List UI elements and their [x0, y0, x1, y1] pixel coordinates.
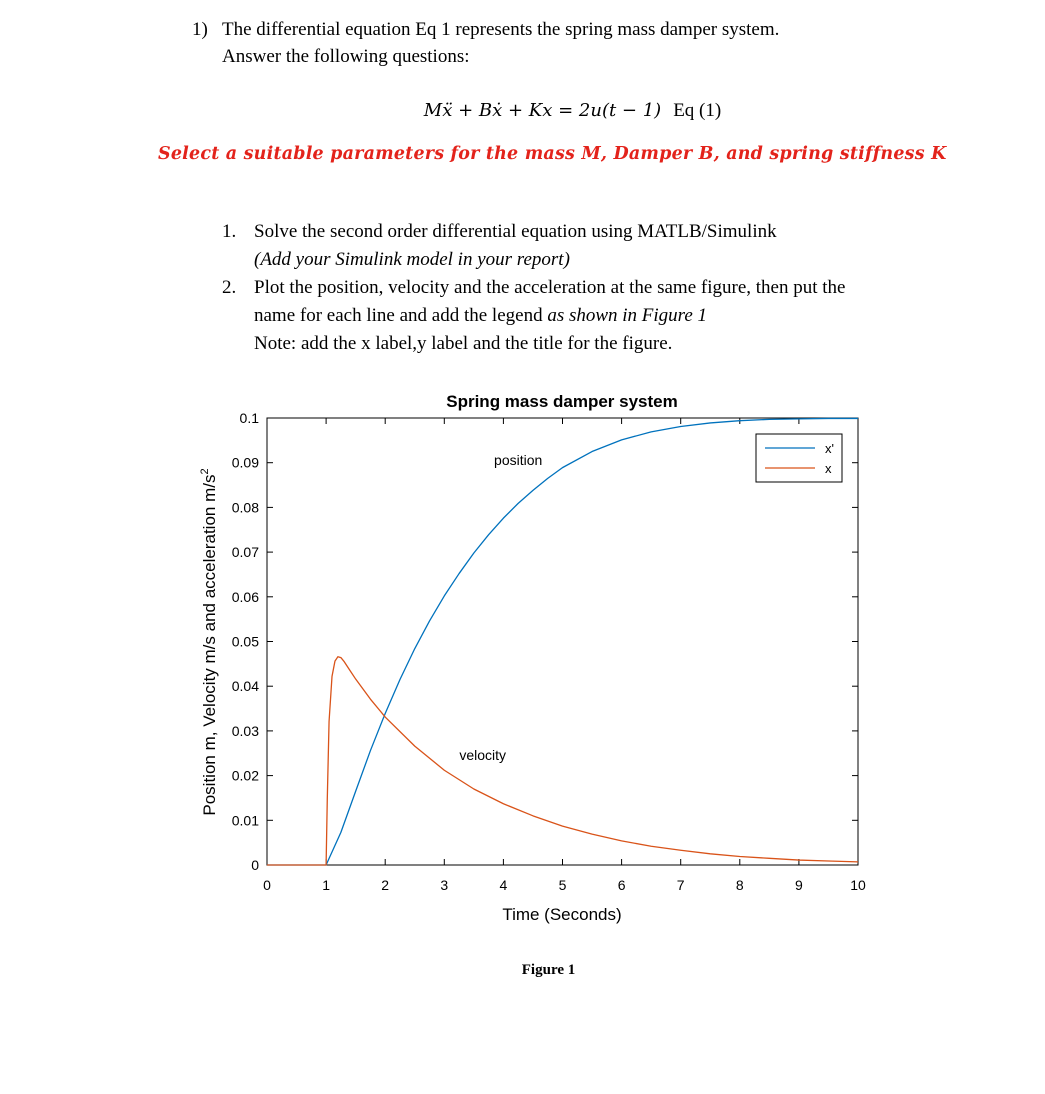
legend-label-position: x'	[825, 441, 834, 456]
x-tick-label: 5	[558, 877, 567, 893]
x-tick-label: 2	[381, 877, 390, 893]
y-tick-label: 0.02	[231, 767, 259, 784]
chart-legend	[756, 434, 842, 482]
task-sub-text: (Add your Simulink model in your report)	[254, 249, 570, 270]
task-line-2-italic: as shown in Figure 1	[547, 305, 708, 326]
task-main-text: Solve the second order differential equation using MATLB/Simulink	[254, 221, 777, 242]
annotation-position: position	[494, 451, 543, 468]
x-tick-label: 6	[617, 877, 626, 893]
spring-mass-damper-chart	[180, 380, 900, 940]
task-item-2	[222, 274, 845, 358]
x-tick-label: 10	[850, 877, 866, 893]
y-tick-label: 0	[251, 857, 259, 873]
x-tick-label: 1	[322, 877, 330, 893]
task-note: Note: add the x label,y label and the title for the figure.	[254, 333, 673, 354]
x-tick-label: 3	[440, 877, 449, 893]
annotation-velocity: velocity	[459, 746, 507, 763]
x-tick-label: 4	[499, 877, 508, 893]
y-tick-label: 0.07	[231, 544, 259, 561]
y-tick-label: 0.09	[231, 454, 259, 471]
x-axis-label: Time (Seconds)	[502, 905, 622, 924]
y-tick-label: 0.08	[231, 499, 259, 516]
question-number: 1)	[192, 19, 208, 40]
task-item-1	[222, 218, 845, 274]
legend-label-velocity: x	[825, 461, 832, 476]
y-axis-label	[199, 468, 219, 815]
y-tick-label: 0.1	[239, 410, 259, 426]
equation-label: Eq (1)	[673, 100, 722, 121]
equation-expression: Mẍ + Bẋ + Kx = 2u(t − 1)	[423, 100, 662, 121]
y-tick-label: 0.01	[231, 812, 259, 829]
task-number: 2.	[222, 277, 237, 298]
figure-caption: Figure 1	[521, 962, 576, 978]
task-number: 1.	[222, 221, 237, 242]
chart-title: Spring mass damper system	[446, 392, 678, 411]
y-tick-label: 0.05	[231, 633, 259, 650]
x-tick-label: 0	[263, 877, 271, 893]
x-tick-label: 9	[795, 877, 803, 893]
parameter-instruction: Select a suitable parameters for the mass M, Damper B, and spring stiffness K	[158, 144, 947, 164]
question-line-1: The differential equation Eq 1 represents the spring mass damper system.	[222, 19, 780, 40]
y-axis-label-superscript: 2	[199, 468, 211, 475]
task-main-text: Plot the position, velocity and the acceleration at the same figure, then put the	[254, 277, 846, 298]
question-line-2: Answer the following questions:	[222, 46, 470, 67]
equation-1	[0, 100, 1045, 122]
plot-area	[267, 418, 858, 865]
question-intro	[192, 16, 779, 70]
y-tick-label: 0.04	[231, 678, 259, 695]
x-tick-label: 8	[735, 877, 744, 893]
x-tick-label: 7	[676, 877, 685, 893]
y-tick-label: 0.06	[231, 588, 259, 605]
task-line-2-text: name for each line and add the legend	[254, 305, 548, 326]
y-axis-label-text: Position m, Velocity m/s and acceleration m/s	[200, 474, 219, 816]
y-tick-label: 0.03	[231, 722, 259, 739]
task-list	[222, 218, 845, 358]
